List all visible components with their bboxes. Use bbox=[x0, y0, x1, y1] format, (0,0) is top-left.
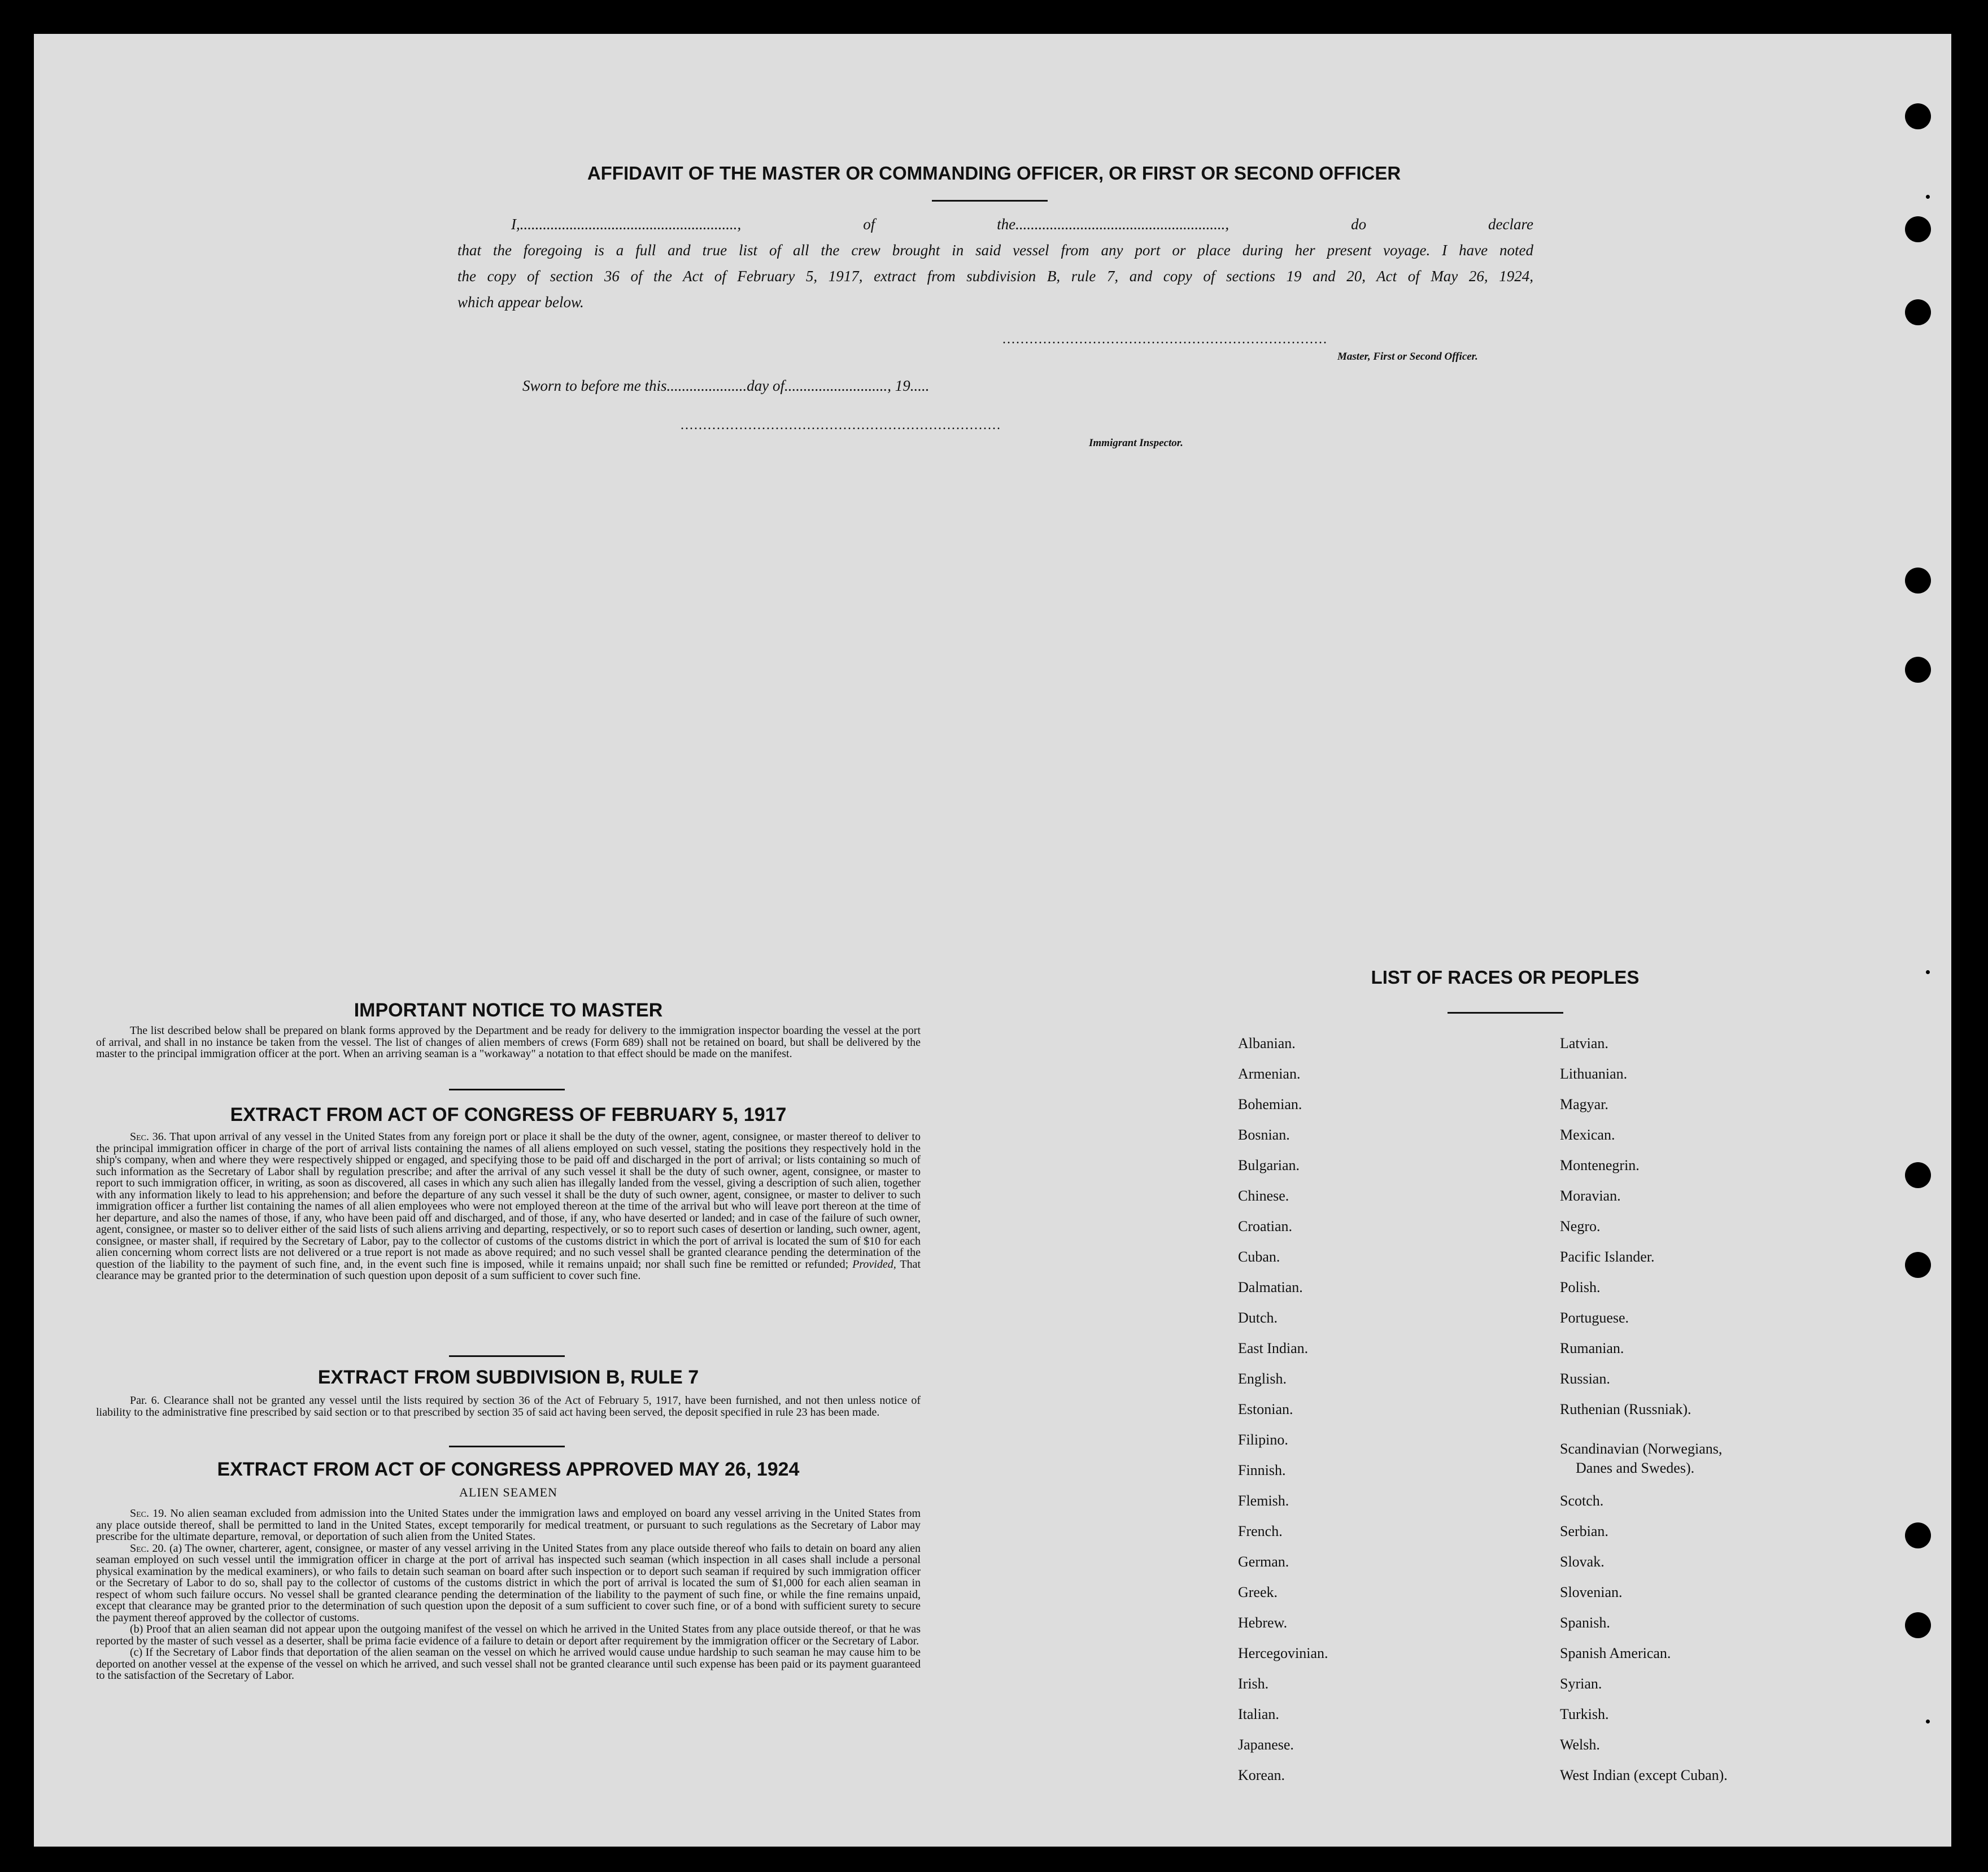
inspector-caption: Immigrant Inspector. bbox=[1089, 437, 1183, 449]
master-signature-line: ........................................................................ bbox=[1002, 332, 1328, 347]
race-item: Pacific Islander. bbox=[1560, 1249, 1655, 1265]
margin-mark bbox=[1926, 195, 1930, 199]
affidavit-text-line: that the foregoing is a full and true list of all the crew brought in said vessel from any port or place during her present voyage. I have noted bbox=[457, 242, 1533, 259]
punch-hole bbox=[1905, 657, 1931, 683]
affidavit-body bbox=[457, 211, 1533, 315]
punch-hole bbox=[1905, 1252, 1931, 1278]
affidavit-title: AFFIDAVIT OF THE MASTER OR COMMANDING OFFICER, OR FIRST OR SECOND OFFICER bbox=[587, 163, 1401, 184]
race-item: Slovak. bbox=[1560, 1554, 1605, 1570]
race-item: Moravian. bbox=[1560, 1188, 1621, 1204]
notice-text bbox=[96, 1025, 921, 1060]
race-item: Greek. bbox=[1238, 1584, 1278, 1600]
race-item: Bosnian. bbox=[1238, 1127, 1290, 1143]
races-title-rule bbox=[1448, 1012, 1563, 1014]
punch-hole bbox=[1905, 1612, 1931, 1638]
race-item: West Indian (except Cuban). bbox=[1560, 1767, 1728, 1783]
race-item: Filipino. bbox=[1238, 1432, 1288, 1448]
race-item: Irish. bbox=[1238, 1675, 1269, 1692]
sec36-body: That upon arrival of any vessel in the United States from any foreign port or place it shall be the duty of the owner, agent, consignee, or master thereof to deliver to the principal immigration officer in charge of the port of arrival lists containing the names of all aliens employed on such vessel, stating the positions they respectively hold in the ship's company, when and where they were respectively shipped or engaged, and specifying those to be paid off and discharged in the port of arrival; or lists containing so much of such information as the Secretary of Labor shall by regulation prescribe; and after the arrival of any such vessel it shall be the duty of such owner, agent, consignee, or master to report to such immigration officer, in writing, as soon as discovered, all cases in which any such alien has illegally landed from the vessel, giving a description of such alien, together with any information likely to lead to his apprehension; and before the departure of any such vessel it shall be the duty of such owner, agent, consignee, or master to deliver to such immigration officer a further list containing the names of all alien employees who were not employed thereon at the time of the arrival but who will leave port thereon at the time of her departure, and also the names of those, if any, who have been paid off and discharged, and of those, if any, who have deserted or landed; and in case of the failure of such owner, agent, consignee, or master so to deliver either of the said lists of such aliens arriving and departing, respectively, or so to report such cases of desertion or landing, such owner, agent, consignee, or master shall, if required by the Secretary of Labor, pay to the collector of customs of the customs district in which the port of arrival is located the sum of $10 for each alien concerning whom correct lists are not delivered or a true report is not made as above required; and no such vessel shall be granted clearance pending the determination of the question of the liability to the payment of such fine, and, in the event such fine is imposed, while it remains unpaid; nor shall such fine be remitted or refunded; bbox=[96, 1131, 921, 1271]
race-item: Polish. bbox=[1560, 1279, 1601, 1295]
notice-paragraph: The list described below shall be prepared on blank forms approved by the Department and be ready for delivery to the immigration inspector boarding the vessel at the port of arrival, and shall in no instance be taken from the vessel. The list of changes of alien members of crews (Form 689) shall not be retained on board, but shall be delivered by the master to the principal immigration officer at the port. When an arriving seaman is a "workaway" a notation to that effect should be made on the manifest. bbox=[96, 1024, 921, 1060]
notice-title: IMPORTANT NOTICE TO MASTER bbox=[354, 1000, 663, 1021]
affidavit-declaration-line: I,........................................................., of the......................................................., do declare bbox=[511, 216, 1533, 233]
rule7-title: EXTRACT FROM SUBDIVISION B, RULE 7 bbox=[317, 1367, 699, 1388]
race-item: Danes and Swedes). bbox=[1576, 1460, 1695, 1476]
race-item: Rumanian. bbox=[1560, 1340, 1624, 1356]
race-item: Spanish American. bbox=[1560, 1645, 1671, 1661]
race-item: Dutch. bbox=[1238, 1310, 1278, 1326]
race-item: English. bbox=[1238, 1371, 1287, 1387]
race-item: Russian. bbox=[1560, 1371, 1610, 1387]
race-item: Syrian. bbox=[1560, 1675, 1602, 1692]
race-item: Ruthenian (Russniak). bbox=[1560, 1401, 1691, 1417]
race-item: Lithuanian. bbox=[1560, 1066, 1628, 1082]
sec20c-paragraph: (c) If the Secretary of Labor finds that deportation of the alien seaman on the vessel on which he arrived would cause undue hardship to such seaman he may cause him to be deported on another vessel at the expense of the vessel on which he arrived, and such vessel shall not be granted clearance until such expense has been paid or its payment guaranteed to the satisfaction of the Secretary of Labor. bbox=[96, 1646, 921, 1682]
affidavit-title-rule bbox=[932, 200, 1048, 202]
margin-mark bbox=[1926, 1720, 1930, 1723]
race-item: Dalmatian. bbox=[1238, 1279, 1303, 1295]
race-item: Croatian. bbox=[1238, 1218, 1293, 1234]
extract-1917-title: EXTRACT FROM ACT OF CONGRESS OF FEBRUARY 5, 1917 bbox=[230, 1104, 787, 1125]
race-item: Spanish. bbox=[1560, 1614, 1610, 1631]
race-item: German. bbox=[1238, 1554, 1289, 1570]
race-item: Magyar. bbox=[1560, 1096, 1608, 1112]
race-item: Serbian. bbox=[1560, 1523, 1608, 1539]
race-item: Bohemian. bbox=[1238, 1096, 1302, 1112]
sec20-label: Sec. 20. bbox=[130, 1542, 167, 1555]
master-caption: Master, First or Second Officer. bbox=[1337, 351, 1478, 363]
race-item: Flemish. bbox=[1238, 1493, 1289, 1509]
extract-1924-text bbox=[96, 1508, 921, 1682]
race-item: Italian. bbox=[1238, 1706, 1279, 1722]
race-item: Chinese. bbox=[1238, 1188, 1289, 1204]
sec36-provided: Provided, bbox=[852, 1258, 896, 1271]
race-item: Bulgarian. bbox=[1238, 1157, 1300, 1173]
race-item: Hebrew. bbox=[1238, 1614, 1288, 1631]
race-item: Armenian. bbox=[1238, 1066, 1301, 1082]
extract-1917-text bbox=[96, 1131, 921, 1282]
margin-mark bbox=[1926, 970, 1930, 974]
sec19-paragraph bbox=[96, 1508, 921, 1543]
inspector-signature-line: ....................................................................... bbox=[681, 418, 1001, 433]
race-item: Scotch. bbox=[1560, 1493, 1604, 1509]
affidavit-text-line: the copy of section 36 of the Act of February 5, 1917, extract from subdivision B, rule 7, and copy of sections 19 and 20, Act of May 26, 1924, bbox=[457, 268, 1533, 285]
punch-hole bbox=[1905, 1162, 1931, 1188]
section-rule bbox=[449, 1446, 565, 1447]
sec19-body: No alien seaman excluded from admission into the United States under the immigration laws and employed on board any vessel arriving in the United States from any place outside thereof, shall be permitted to land in the United States, except temporarily for medical treatment, or pursuant to such regulations as the Secretary of Labor may prescribe for the ultimate departure, removal, or deportation of such alien from the United States. bbox=[96, 1507, 921, 1543]
race-item: Japanese. bbox=[1238, 1736, 1294, 1753]
extract-1924-title: EXTRACT FROM ACT OF CONGRESS APPROVED MAY 26, 1924 bbox=[217, 1459, 800, 1480]
affidavit-text-line: which appear below. bbox=[457, 294, 584, 311]
section-rule bbox=[449, 1355, 565, 1357]
race-item: Negro. bbox=[1560, 1218, 1601, 1234]
section-rule bbox=[449, 1089, 565, 1090]
sec36-body-end: That clearance may be granted prior to the determination of such question upon deposit of a sum sufficient to cover such fine. bbox=[96, 1258, 921, 1282]
race-item: Portuguese. bbox=[1560, 1310, 1629, 1326]
punch-hole bbox=[1905, 103, 1931, 129]
races-title: LIST OF RACES OR PEOPLES bbox=[1371, 967, 1640, 988]
race-item: Latvian. bbox=[1560, 1035, 1608, 1051]
race-item: Slovenian. bbox=[1560, 1584, 1623, 1600]
sec20a-paragraph bbox=[96, 1543, 921, 1624]
punch-hole bbox=[1905, 1522, 1931, 1548]
sec20a-body: (a) The owner, charterer, agent, consignee, or master of any vessel arriving in the United States from any place outside thereof who fails to detain on board any alien seaman employed on such vessel until the immigration officer in charge at the port of arrival has inspected such seaman (which inspection in all cases shall include a personal physical examination by the medical examiners), or who fails to detain such seaman on board after such inspection or to deport such seaman if required by such immigration officer or the Secretary of Labor to do so, shall pay to the collector of customs of the customs district in which the port of arrival is located the sum of $1,000 for each alien seaman in respect of whom such failure occurs. No vessel shall be granted clearance pending the determination of the liability to the payment of such fine, or while the fine remains unpaid, except that clearance may be granted prior to the determination of such question upon the deposit of a sum sufficient to cover such fine, or of a bond with sufficient surety to secure the payment thereof approved by the collector of customs. bbox=[96, 1542, 921, 1624]
punch-hole bbox=[1905, 568, 1931, 594]
alien-seamen-subtitle: ALIEN SEAMEN bbox=[459, 1485, 557, 1499]
race-item: Cuban. bbox=[1238, 1249, 1280, 1265]
sec19-label: Sec. 19. bbox=[130, 1507, 167, 1520]
rule7-text bbox=[96, 1395, 921, 1418]
race-item: Estonian. bbox=[1238, 1401, 1293, 1417]
race-item: East Indian. bbox=[1238, 1340, 1309, 1356]
sec36-paragraph bbox=[96, 1131, 921, 1282]
race-item: Hercegovinian. bbox=[1238, 1645, 1328, 1661]
sworn-line: Sworn to before me this.....................day of..........................., 19..... bbox=[522, 377, 930, 394]
punch-hole bbox=[1905, 299, 1931, 325]
race-item: Welsh. bbox=[1560, 1736, 1600, 1753]
rule7-paragraph: Par. 6. Clearance shall not be granted any vessel until the lists required by section 36 of the Act of February 5, 1917, have been furnished, and not then unless notice of liability to the administrative fine prescribed by said section or to that prescribed by section 35 of said act having been served, the deposit specified in rule 23 has been made. bbox=[96, 1394, 921, 1419]
sec20b-paragraph: (b) Proof that an alien seaman did not appear upon the outgoing manifest of the vessel on which he arrived in the United States from any place outside thereof, or that he was reported by the master of such vessel as a deserter, shall be prima facie evidence of a failure to detain or deport after requirement by the immigration officer or the Secretary of Labor. bbox=[96, 1623, 921, 1647]
race-item: Finnish. bbox=[1238, 1462, 1286, 1478]
race-item: French. bbox=[1238, 1523, 1283, 1539]
punch-hole bbox=[1905, 216, 1931, 242]
sec36-label: Sec. 36. bbox=[130, 1131, 167, 1143]
race-item: Mexican. bbox=[1560, 1127, 1615, 1143]
race-item: Korean. bbox=[1238, 1767, 1285, 1783]
race-item: Montenegrin. bbox=[1560, 1157, 1640, 1173]
race-item: Turkish. bbox=[1560, 1706, 1609, 1722]
race-item: Scandinavian (Norwegians, bbox=[1560, 1441, 1723, 1457]
race-item: Albanian. bbox=[1238, 1035, 1296, 1051]
